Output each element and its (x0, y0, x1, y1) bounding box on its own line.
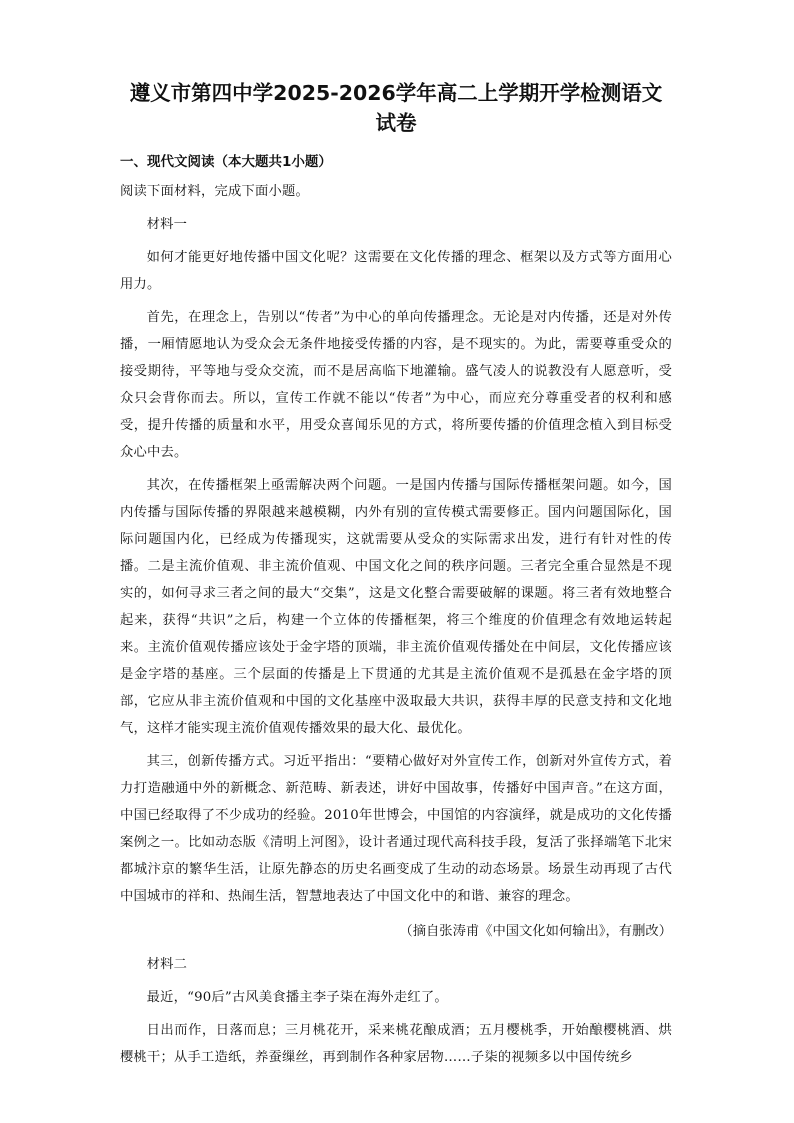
instruction-text: 阅读下面材料，完成下面小题。 (120, 184, 309, 199)
document-title (120, 0, 672, 138)
material-1-paragraph: 其次，在传播框架上亟需解决两个问题。一是国内传播与国际传播框架问题。如今，国内传播与国际传播的界限越来越模糊，内外有别的宣传模式需要修正。国内问题国际化，国际问题国内化，已经成为传播现实，这就需要从受众的实际需求出发，进行有针对性的传播。二是主流价值观、非主流价值观、中国文化之间的秩序问题。三者完全重合显然是不现实的，如何寻求三者之间的最大“交集”，这是文化整合需要破解的课题。将三者有效地整合起来，获得“共识”之后，构建一个立体的传播框架，将三个维度的价值理念有效地运转起来。主流价值观传播应该处于金字塔的顶端，非主流价值观传播处在中间层，文化传播应该是金字塔的基座。三个层面的传播是上下贯通的尤其是主流价值观不是孤悬在金字塔的顶部，它应从非主流价值观和中国的文化基座中汲取最大共识，获得丰厚的民意支持和文化地气，这样才能实现主流价值观传播效果的最大化、最优化。 (120, 478, 672, 736)
section-heading: 一、现代文阅读（本大题共1小题） (120, 154, 332, 170)
material-1-label: 材料一 (146, 217, 188, 232)
material-1-paragraph: 其三，创新传播方式。习近平指出：“要精心做好对外宣传工作，创新对外宣传方式，着力打造融通中外的新概念、新范畴、新表述，讲好中国故事，传播好中国声音。”在这方面，中国已经取得了不少成功的经验。2010年世博会，中国馆的内容演绎，就是成功的文化传播案例之一。比如动态版《清明上河图》，设计者通过现代高科技手段，复活了张择端笔下北宋都城汴京的繁华生活，让原先静态的历史名画变成了生动的动态场景。场景生动再现了古代中国城市的祥和、热闹生活，智慧地表达了中国文化中的和谐、兼容的理念。 (120, 754, 672, 904)
material-1-paragraph: 首先，在理念上，告别以“传者”为中心的单向传播理念。无论是对内传播，还是对外传播，一厢情愿地认为受众会无条件地接受传播的内容，是不现实的。为此，需要尊重受众的接受期待，平等地与受众交流，而不是居高临下地灌输。盛气凌人的说教没有人愿意听，受众只会背你而去。所以，宣传工作就不能以“传者”为中心，而应充分尊重受者的权利和感受，提升传播的质量和水平，用受众喜闻乐见的方式，将所要传播的价值理念植入到目标受众心中去。 (120, 310, 672, 460)
material-2-paragraph: 日出而作，日落而息；三月桃花开，采来桃花酿成酒；五月樱桃季，开始酿樱桃酒、烘樱桃干；从手工造纸，养蚕缫丝，再到制作各种家居物……子柒的视频多以中国传统乡 (120, 1023, 672, 1065)
material-2-label: 材料二 (146, 957, 188, 972)
title-line-1: 遵义市第四中学2025-2026学年高二上学期开学检测语文 (129, 81, 663, 105)
material-1-source: （摘自张涛甫《中国文化如何输出》，有删改） (399, 924, 672, 939)
material-2-paragraph: 最近，“90后”古风美食播主李子柒在海外走红了。 (146, 990, 448, 1005)
title-line-2: 试卷 (375, 111, 417, 135)
material-1-paragraph: 如何才能更好地传播中国文化呢？这需要在文化传播的理念、框架以及方式等方面用心用力。 (120, 250, 672, 292)
